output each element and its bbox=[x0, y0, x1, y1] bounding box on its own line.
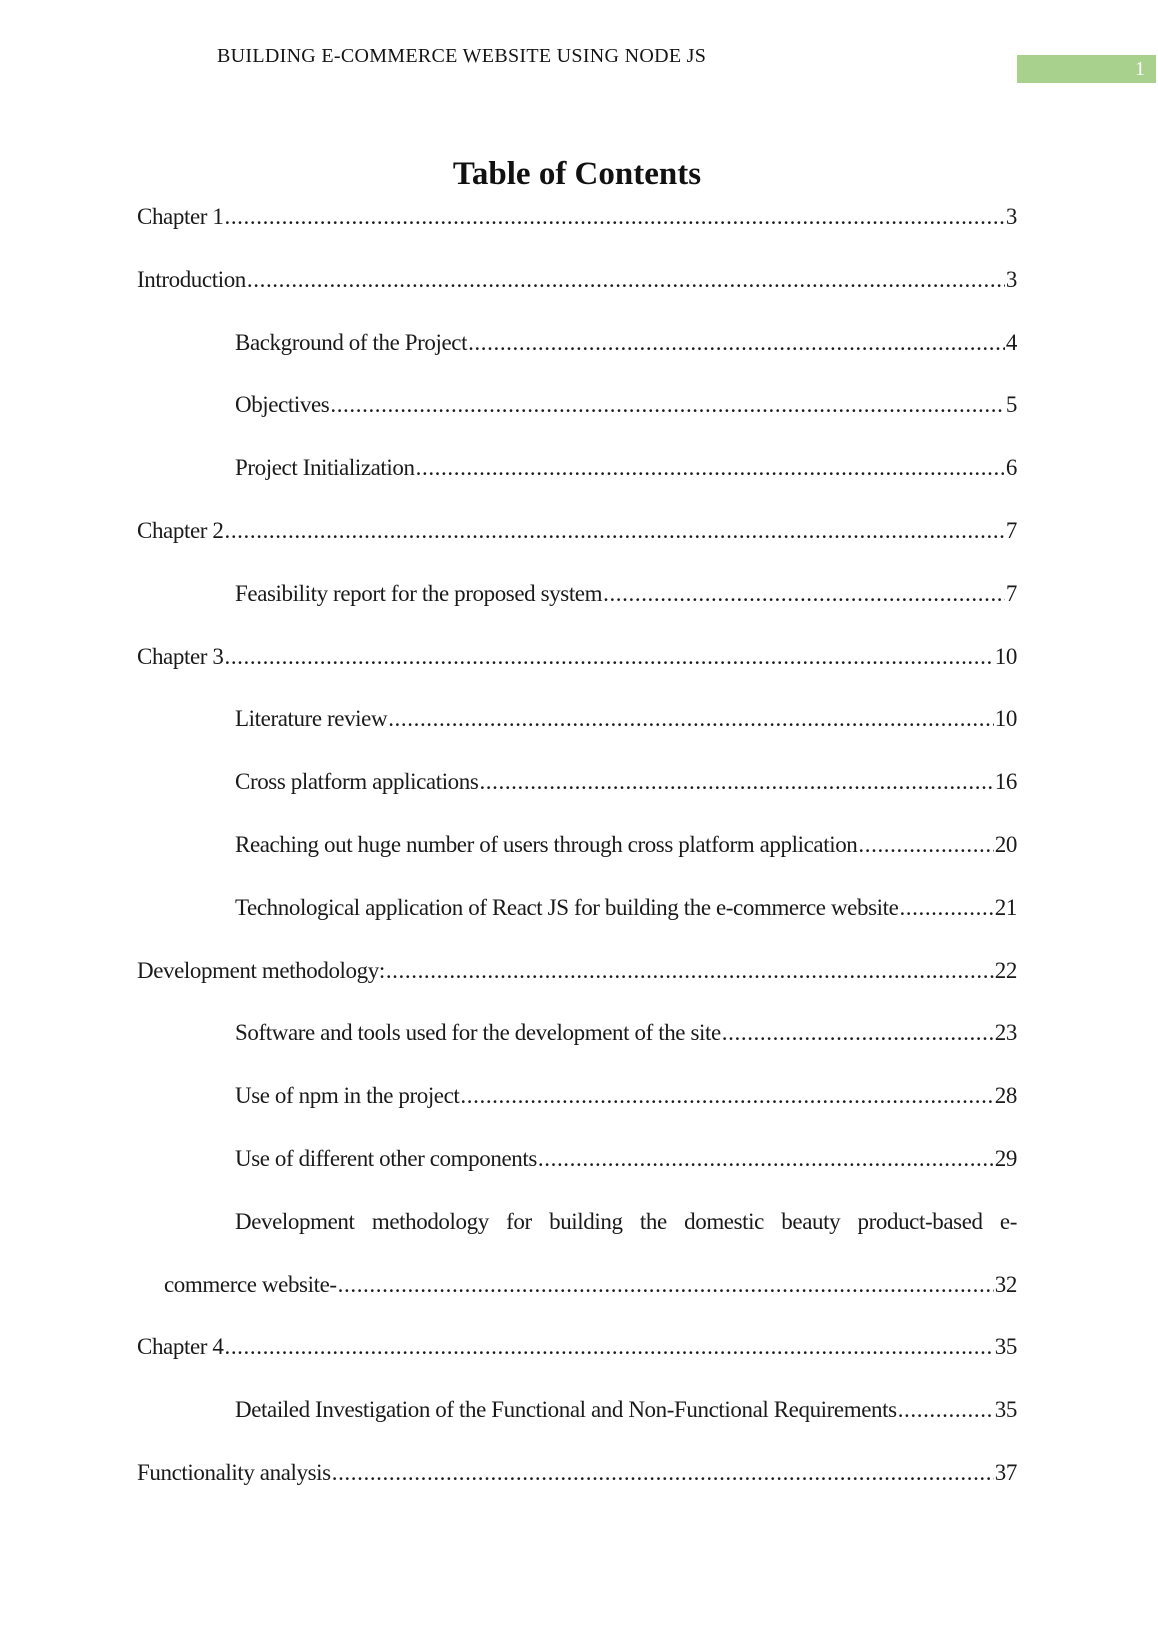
dot-leader bbox=[603, 563, 1005, 626]
toc-entry-label: Development methodology: bbox=[137, 957, 385, 983]
toc-entry-label: Feasibility report for the proposed system bbox=[235, 580, 603, 606]
toc-entry-label: Technological application of React JS for building the e-commerce website bbox=[235, 894, 899, 920]
toc-entry[interactable] bbox=[137, 688, 1017, 751]
toc-entry-page: 16 bbox=[994, 769, 1017, 795]
dot-leader bbox=[722, 1002, 994, 1065]
toc-title: Table of Contents bbox=[452, 156, 702, 192]
toc-list bbox=[137, 186, 1017, 1505]
toc-entry[interactable] bbox=[137, 374, 1017, 437]
toc-entry-label: Background of the Project bbox=[235, 329, 468, 355]
toc-entry-page: 21 bbox=[994, 894, 1017, 920]
header-title: BUILDING E-COMMERCE WEBSITE USING NODE JS bbox=[217, 45, 707, 67]
toc-entry[interactable] bbox=[137, 186, 1017, 249]
toc-entry[interactable] bbox=[137, 626, 1017, 689]
toc-entry-page: 6 bbox=[1005, 455, 1017, 481]
toc-entry[interactable] bbox=[137, 1002, 1017, 1065]
page-number-badge: 1 bbox=[1017, 55, 1156, 83]
toc-entry-label: Objectives bbox=[235, 392, 330, 418]
toc-entry[interactable] bbox=[137, 1191, 1017, 1254]
toc-entry-page: 3 bbox=[1005, 204, 1017, 229]
toc-entry[interactable] bbox=[137, 500, 1017, 563]
dot-leader bbox=[858, 814, 993, 877]
dot-leader bbox=[332, 1442, 994, 1505]
dot-leader bbox=[330, 374, 1005, 437]
toc-entry-label: Literature review bbox=[235, 706, 388, 732]
dot-leader bbox=[388, 688, 994, 751]
toc-entry-label: Chapter 1 bbox=[137, 204, 224, 229]
dot-leader bbox=[247, 249, 1005, 312]
dot-leader bbox=[416, 437, 1005, 500]
toc-entry[interactable] bbox=[137, 1065, 1017, 1128]
dot-leader bbox=[468, 312, 1005, 375]
toc-entry-label: Introduction bbox=[137, 266, 246, 292]
toc-entry-page: 10 bbox=[994, 643, 1017, 669]
toc-entry-page: 3 bbox=[1005, 266, 1017, 292]
toc-entry-label: Development methodology for building the domestic beauty product-based e- bbox=[235, 1208, 1017, 1234]
dot-leader bbox=[386, 940, 994, 1003]
toc-entry[interactable] bbox=[137, 1254, 1017, 1317]
toc-entry[interactable] bbox=[137, 877, 1017, 940]
toc-entry-page: 22 bbox=[994, 957, 1017, 983]
toc-entry-label: Software and tools used for the development of the site bbox=[235, 1020, 721, 1046]
dot-leader bbox=[224, 626, 993, 689]
toc-entry-label: Project Initialization bbox=[235, 455, 415, 481]
toc-entry-page: 35 bbox=[994, 1397, 1017, 1423]
toc-entry-label: Chapter 3 bbox=[137, 643, 224, 669]
toc-entry-label: Detailed Investigation of the Functional and Non-Functional Requirements bbox=[235, 1397, 897, 1423]
toc-entry-label: commerce website- bbox=[164, 1271, 337, 1297]
dot-leader bbox=[224, 1316, 993, 1379]
toc-entry[interactable] bbox=[137, 751, 1017, 814]
toc-entry-page: 7 bbox=[1005, 580, 1017, 606]
toc-entry-page: 28 bbox=[994, 1083, 1017, 1109]
toc-entry-label: Functionality analysis bbox=[137, 1459, 331, 1485]
toc-entry-page: 5 bbox=[1005, 392, 1017, 418]
toc-entry-label: Reaching out huge number of users through cross platform application bbox=[235, 831, 858, 857]
toc-entry-label: Chapter 4 bbox=[137, 1334, 224, 1360]
toc-entry-page: 35 bbox=[994, 1334, 1017, 1360]
toc-entry-page: 4 bbox=[1005, 329, 1017, 355]
toc-entry[interactable] bbox=[137, 1316, 1017, 1379]
toc-entry[interactable] bbox=[137, 1128, 1017, 1191]
dot-leader bbox=[224, 186, 1004, 249]
toc-entry-page: 23 bbox=[994, 1020, 1017, 1046]
dot-leader bbox=[224, 500, 1004, 563]
toc-entry[interactable] bbox=[137, 563, 1017, 626]
toc-entry-page: 10 bbox=[994, 706, 1017, 732]
toc-entry-page: 32 bbox=[994, 1271, 1017, 1297]
dot-leader bbox=[898, 1379, 994, 1442]
toc-entry[interactable] bbox=[137, 1379, 1017, 1442]
toc-entry-label: Chapter 2 bbox=[137, 517, 224, 543]
toc-entry[interactable] bbox=[137, 312, 1017, 375]
toc-entry-page: 29 bbox=[994, 1145, 1017, 1171]
toc-entry[interactable] bbox=[137, 249, 1017, 312]
toc-entry-label: Use of npm in the project bbox=[235, 1083, 460, 1109]
toc-entry[interactable] bbox=[137, 940, 1017, 1003]
dot-leader bbox=[479, 751, 993, 814]
dot-leader bbox=[338, 1254, 994, 1317]
toc-entry-label: Use of different other components bbox=[235, 1145, 537, 1171]
dot-leader bbox=[899, 877, 993, 940]
toc-entry-page: 7 bbox=[1005, 517, 1017, 543]
toc-entry-page: 20 bbox=[994, 831, 1017, 857]
dot-leader bbox=[538, 1128, 994, 1191]
toc-entry[interactable] bbox=[137, 814, 1017, 877]
toc-entry-page: 37 bbox=[994, 1459, 1017, 1485]
toc-entry[interactable] bbox=[137, 1442, 1017, 1505]
dot-leader bbox=[460, 1065, 993, 1128]
toc-entry-label: Cross platform applications bbox=[235, 769, 479, 795]
toc-entry[interactable] bbox=[137, 437, 1017, 500]
